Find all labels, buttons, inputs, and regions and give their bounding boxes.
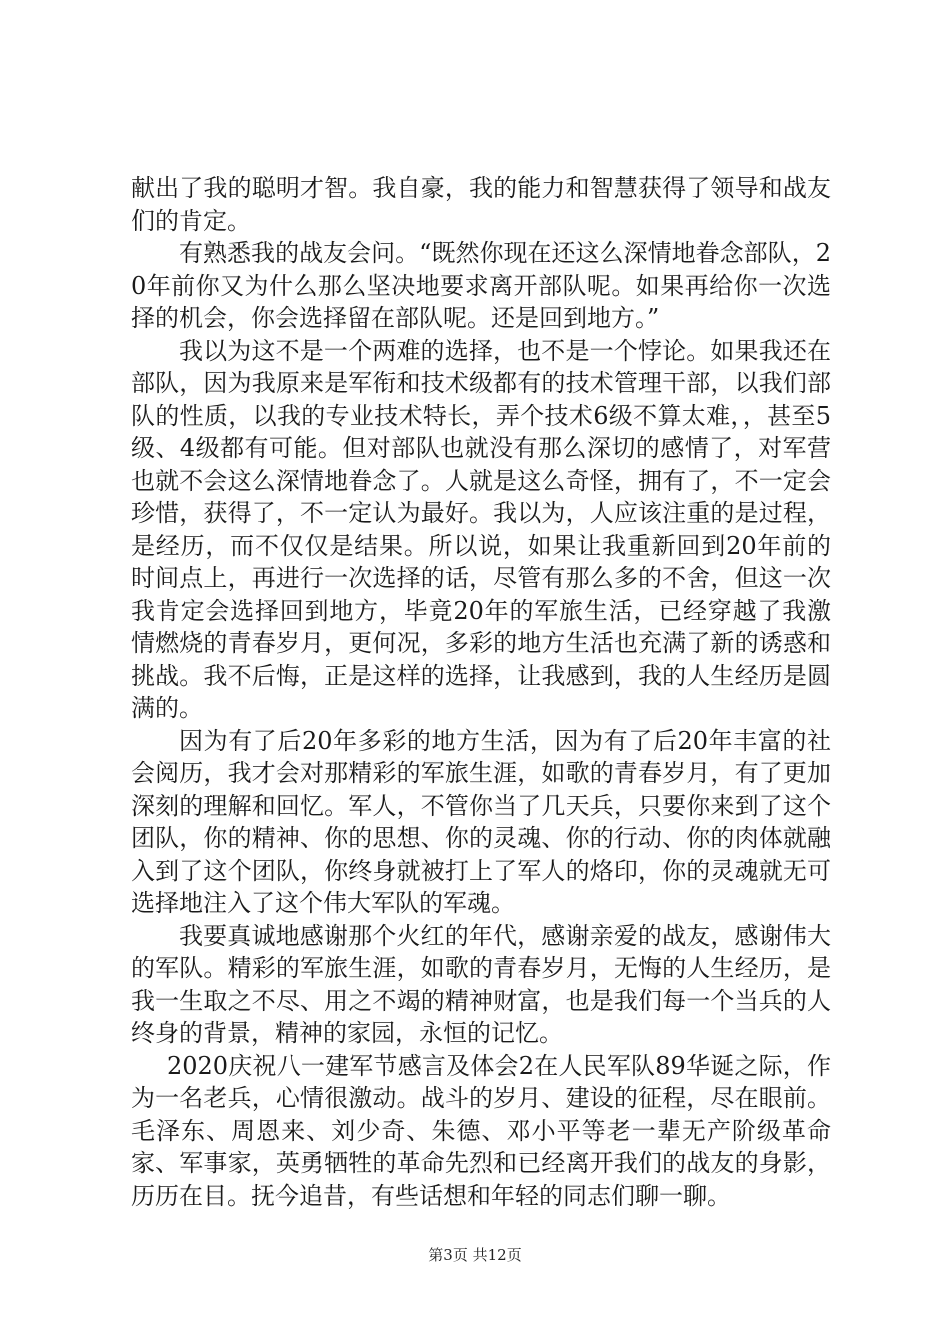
paragraph-choice-reflection: 我以为这不是一个两难的选择，也不是一个悖论。如果我还在部队，因为我原来是军衔和技术级都有的技术管理干部，以我们部队的性质，以我的专业技术特长，弄个技术6级不算太难，，甚至5级、4级都有可能。但对部队也就没有那么深切的感情了，对军营也就不会这么深情地眷念了。人就是这么奇怪，拥有了，不一定会珍惜，获得了，不一定认为最好。我以为，人应该注重的是过程，是经历，而不仅仅是结果。所以说，如果让我重新回到20年前的时间点上，再进行一次选择的话，尽管有那么多的不舍，但这一次我肯定会选择回到地方，毕竟20年的军旅生活，已经穿越了我激情燃烧的青春岁月，更何况，多彩的地方生活也充满了新的诱惑和挑战。我不后悔，正是这样的选择，让我感到，我的人生经历是圆满的。: [131, 336, 831, 722]
paragraph-later-years: 因为有了后20年多彩的地方生活，因为有了后20年丰富的社会阅历，我才会对那精彩的军旅生涯，如歌的青春岁月，有了更加深刻的理解和回忆。军人，不管你当了几天兵，只要你来到了这个团队，你的精神、你的思想、你的灵魂、你的行动、你的肉体就融入到了这个团队，你终身就被打上了军人的烙印，你的灵魂就无可选择地注入了这个伟大军队的军魂。: [131, 726, 831, 917]
document-body: [131, 172, 831, 1212]
paragraph-gratitude: 我要真诚地感谢那个火红的年代，感谢亲爱的战友，感谢伟大的军队。精彩的军旅生涯，如歌的青春岁月，无悔的人生经历，是我一生取之不尽、用之不竭的精神财富，也是我们每一个当兵的人终身的背景，精神的家园，永恒的记忆。: [131, 921, 831, 1047]
page-number-footer: 第3页 共12页: [428, 1246, 522, 1264]
paragraph-comrade-question: 有熟悉我的战友会问。“既然你现在还这么深情地眷念部队，20年前你又为什么那么坚决地要求离开部队呢。如果再给你一次选择的机会，你会选择留在部队呢。还是回到地方。”: [131, 239, 831, 332]
paragraph-continuation: 献出了我的聪明才智。我自豪，我的能力和智慧获得了领导和战友们的肯定。: [131, 174, 831, 235]
paragraph-army-day-essay-2: 2020庆祝八一建军节感言及体会2在人民军队89华诞之际，作为一名老兵，心情很激动。战斗的岁月、建设的征程，尽在眼前。毛泽东、周恩来、刘少奇、朱德、邓小平等老一辈无产阶级革命家、军事家，英勇牺牲的革命先烈和已经离开我们的战友的身影，历历在目。抚今追昔，有些话想和年轻的同志们聊一聊。: [131, 1051, 831, 1210]
